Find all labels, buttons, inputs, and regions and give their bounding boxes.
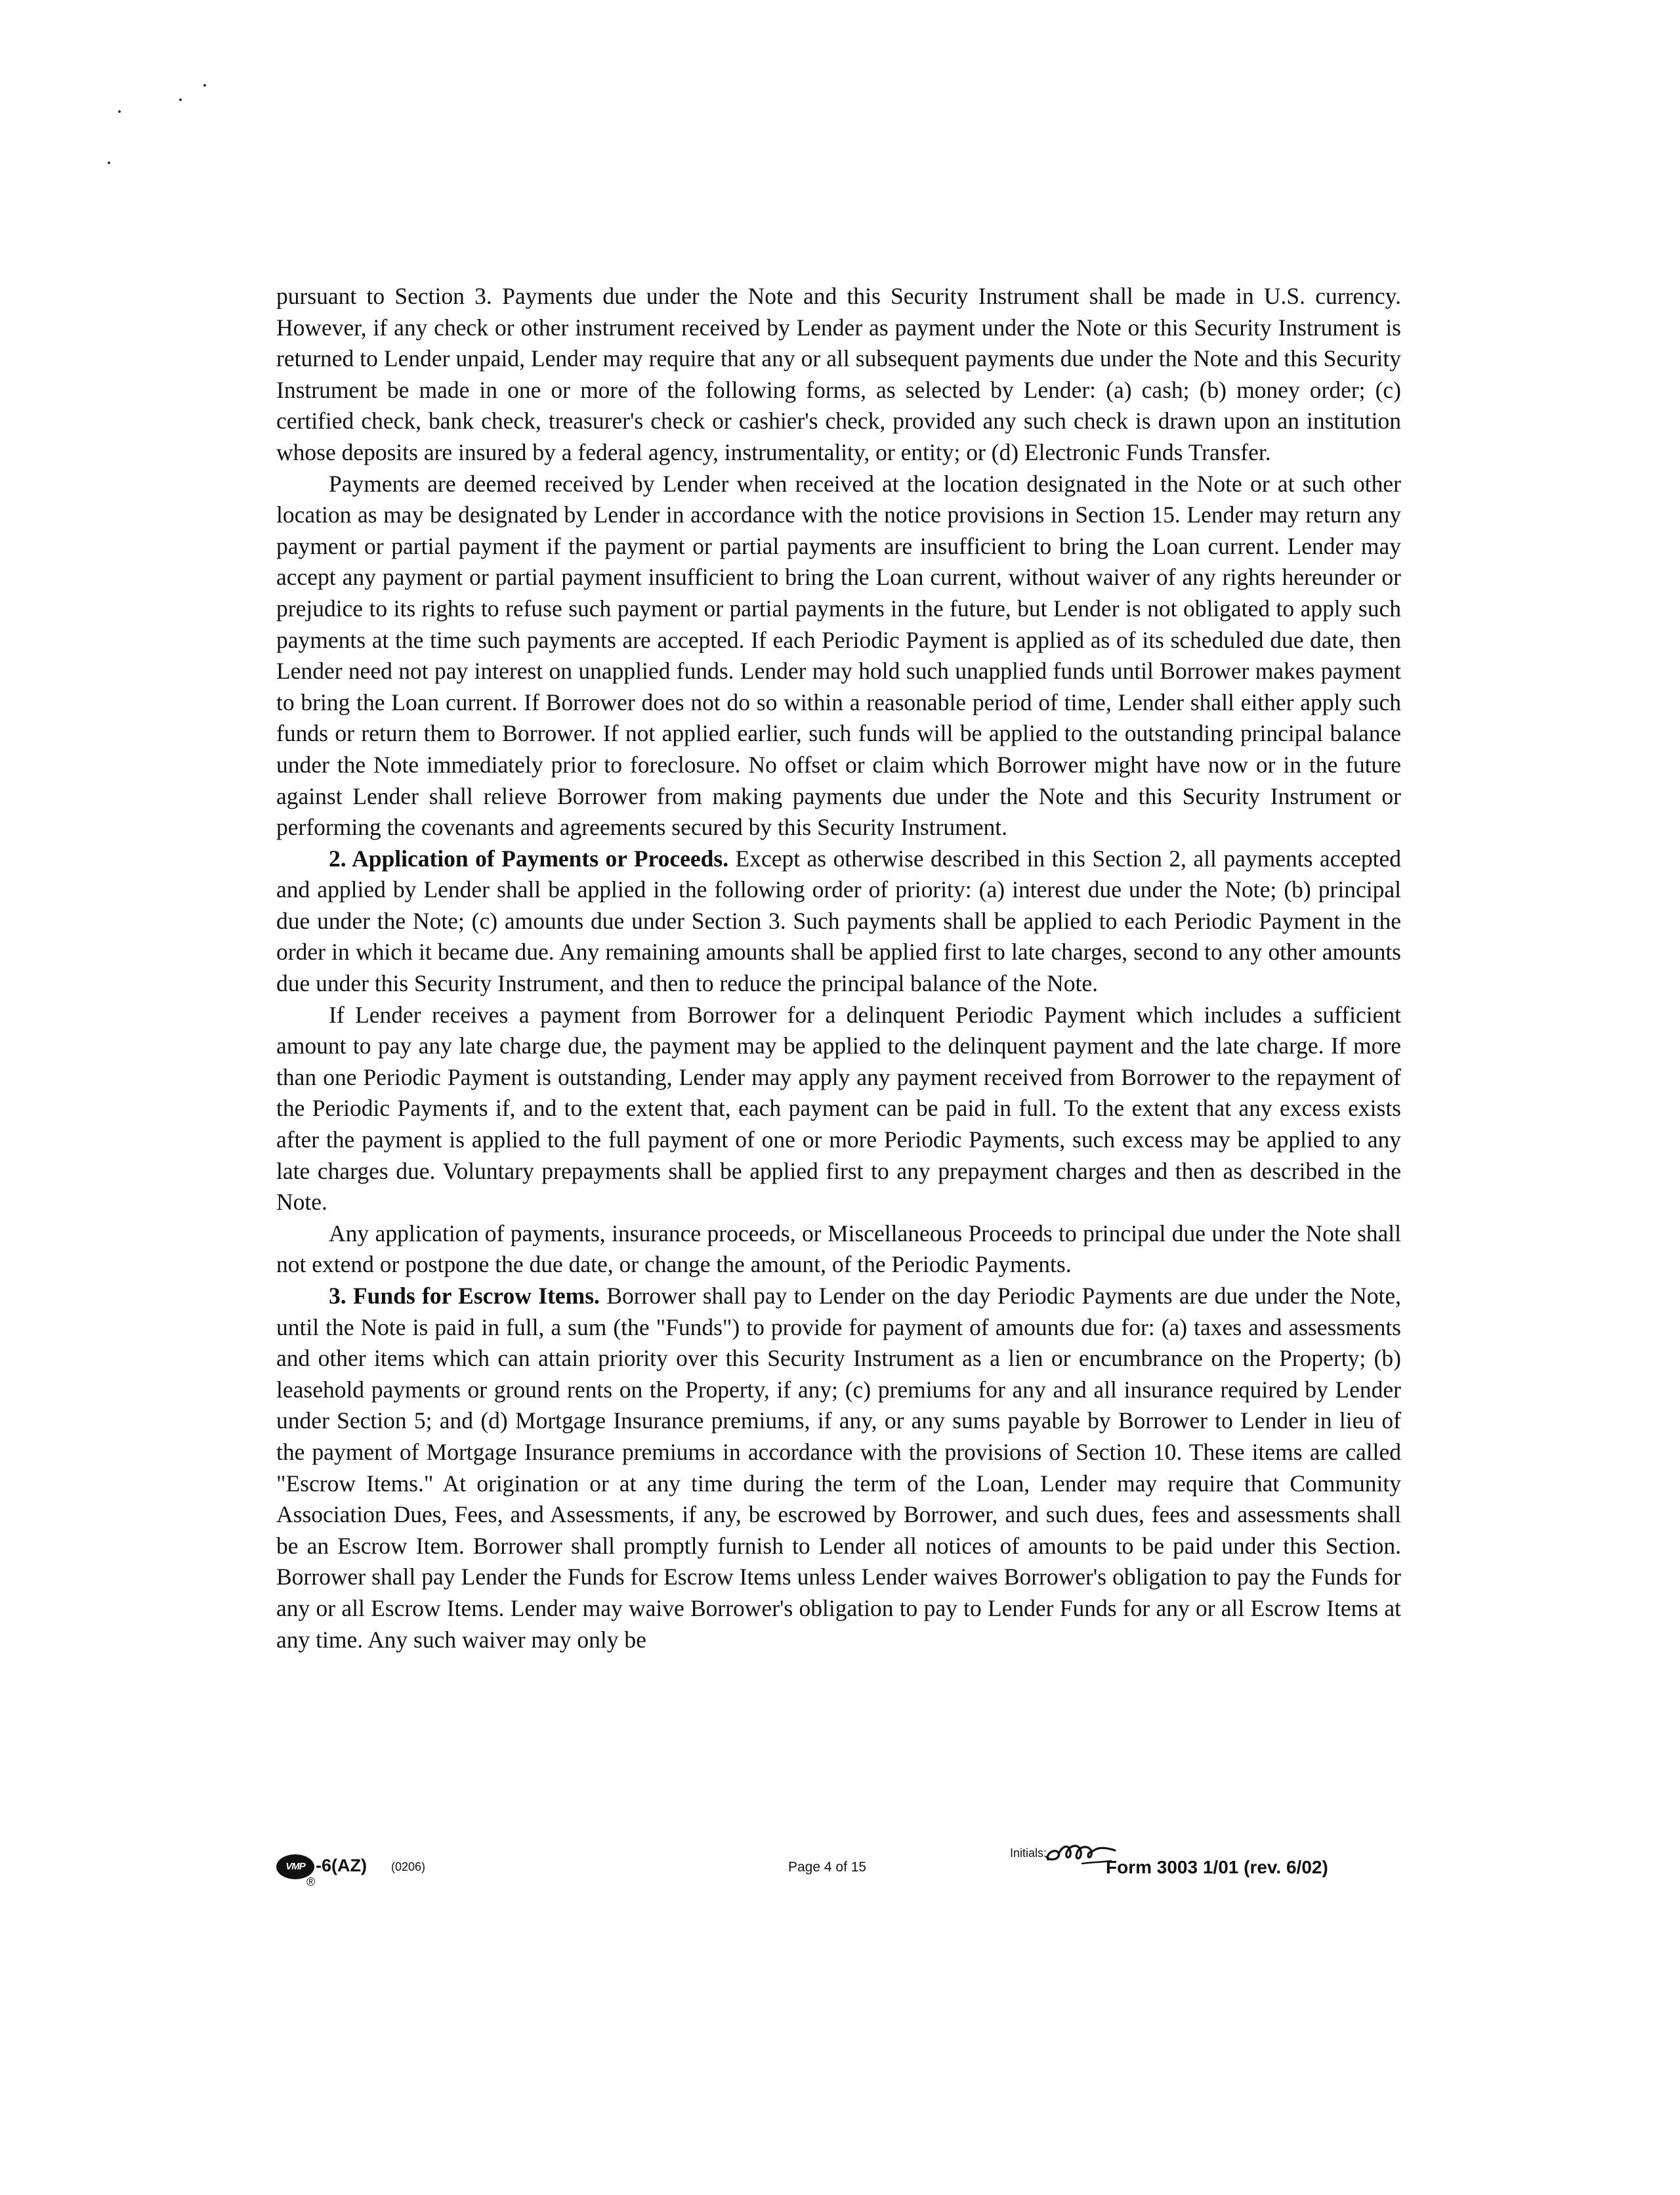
section-2-application-of-payments [276,843,1401,1000]
paragraph-text: Except as otherwise described in this Section 2, all payments accepted and applied by Lender shall be applied in the following order of priority: (a) interest due under the Note; (b) principal due under the Note; (c) amounts due under Section 3. Such payments shall be applied to each Periodic Payment in the order in which it became due. Any remaining amounts shall be applied first to late charges, second to any other amounts due under this Security Instrument, and then to reduce the principal balance of the Note. [276,845,1401,997]
paragraph-text: If Lender receives a payment from Borrower for a delinquent Periodic Payment which includes a sufficient amount to pay any late charge due, the payment may be applied to the delinquent payment and the late charge. If more than one Periodic Payment is outstanding, Lender may apply any payment received from Borrower to the repayment of the Periodic Payments if, and to the extent that, each payment can be paid in full. To the extent that any excess exists after the payment is applied to the full payment of one or more Periodic Payments, such excess may be applied to any late charges due. Voluntary prepayments shall be applied first to any prepayment charges and then as described in the Note. [276,1001,1401,1216]
scan-speck [118,110,121,113]
section-3-funds-for-escrow [276,1281,1401,1655]
document-body [276,281,1401,1655]
paragraph-text: Payments are deemed received by Lender when received at the location designated in the Note or at such other location as may be designated by Lender in accordance with the notice provisions in Section 15. Lender may return any payment or partial payment if the payment or partial payments are insufficient to bring the Loan current. Lender may accept any payment or partial payment insufficient to bring the Loan current, without waiver of any rights hereunder or prejudice to its rights to refuse such payment or partial payments in the future, but Lender is not obligated to apply such payments at the time such payments are accepted. If each Periodic Payment is applied as of its scheduled due date, then Lender need not pay interest on unapplied funds. Lender may hold such unapplied funds until Borrower makes payment to bring the Loan current. If Borrower does not do so within a reasonable period of time, Lender shall either apply such funds or return them to Borrower. If not applied earlier, such funds will be applied to the outstanding principal balance under the Note immediately prior to foreclosure. No offset or claim which Borrower might have now or in the future against Lender shall relieve Borrower from making payments due under the Note and this Security Instrument or performing the covenants and agreements secured by this Security Instrument. [276,470,1401,841]
section-heading: 3. Funds for Escrow Items. [329,1283,600,1309]
form-number: Form 3003 1/01 (rev. 6/02) [1106,1857,1328,1877]
scan-speck [203,84,206,87]
paragraph-text: pursuant to Section 3. Payments due under the Note and this Security Instrument shall be made in U.S. currency. However, if any check or other instrument received by Lender as payment under the Note or this Security Instrument is returned to Lender unpaid, Lender may require that any or all subsequent payments due under the Note and this Security Instrument be made in one or more of the following forms, as selected by Lender: (a) cash; (b) money order; (c) certified check, bank check, treasurer's check or cashier's check, provided any such check is drawn upon an institution whose deposits are insured by a federal agency, instrumentality, or entity; or (d) Electronic Funds Transfer. [276,283,1401,465]
form-revision: (0206) [391,1860,426,1873]
form-code: -6(AZ) [316,1856,367,1875]
scan-speck [179,98,182,101]
initials-label: Initials: [1010,1846,1047,1860]
paragraph-payments-received [276,469,1401,843]
paragraph-text: Borrower shall pay to Lender on the day Periodic Payments are due under the Note, until the Note is paid in full, a sum (the "Funds") to provide for payment of amounts due for: (a) taxes and assessments and other items which can attain priority over this Security Instrument as a lien or encumbrance on the Property; (b) leasehold payments or ground rents on the Property, if any; (c) premiums for any and all insurance required by Lender under Section 5; and (d) Mortgage Insurance premiums, if any, or any sums payable by Borrower to Lender in lieu of the payment of Mortgage Insurance premiums in accordance with the provisions of Section 10. These items are called "Escrow Items." At origination or at any time during the term of the Loan, Lender may require that Community Association Dues, Fees, and Assessments, if any, be escrowed by Borrower, and such dues, fees and assessments shall be an Escrow Item. Borrower shall promptly furnish to Lender all notices of amounts to be paid under this Section. Borrower shall pay Lender the Funds for Escrow Items unless Lender waives Borrower's obligation to pay the Funds for any or all Escrow Items. Lender may waive Borrower's obligation to pay to Lender Funds for any or all Escrow Items at any time. Any such waiver may only be [276,1283,1402,1653]
page-footer [276,1848,1401,1900]
page-number: Page 4 of 15 [788,1860,867,1875]
scan-speck [108,161,110,164]
registered-mark: ® [306,1875,316,1888]
paragraph-payment-forms [276,281,1401,469]
paragraph-text: Any application of payments, insurance proceeds, or Miscellaneous Proceeds to principal due under the Note shall not extend or postpone the due date, or change the amount, of the Periodic Payments. [276,1220,1401,1278]
section-heading: 2. Application of Payments or Proceeds. [329,845,729,872]
paragraph-application-of-proceeds [276,1218,1401,1281]
vmp-logo: VMP [276,1854,314,1879]
paragraph-delinquent-payment [276,1000,1401,1218]
